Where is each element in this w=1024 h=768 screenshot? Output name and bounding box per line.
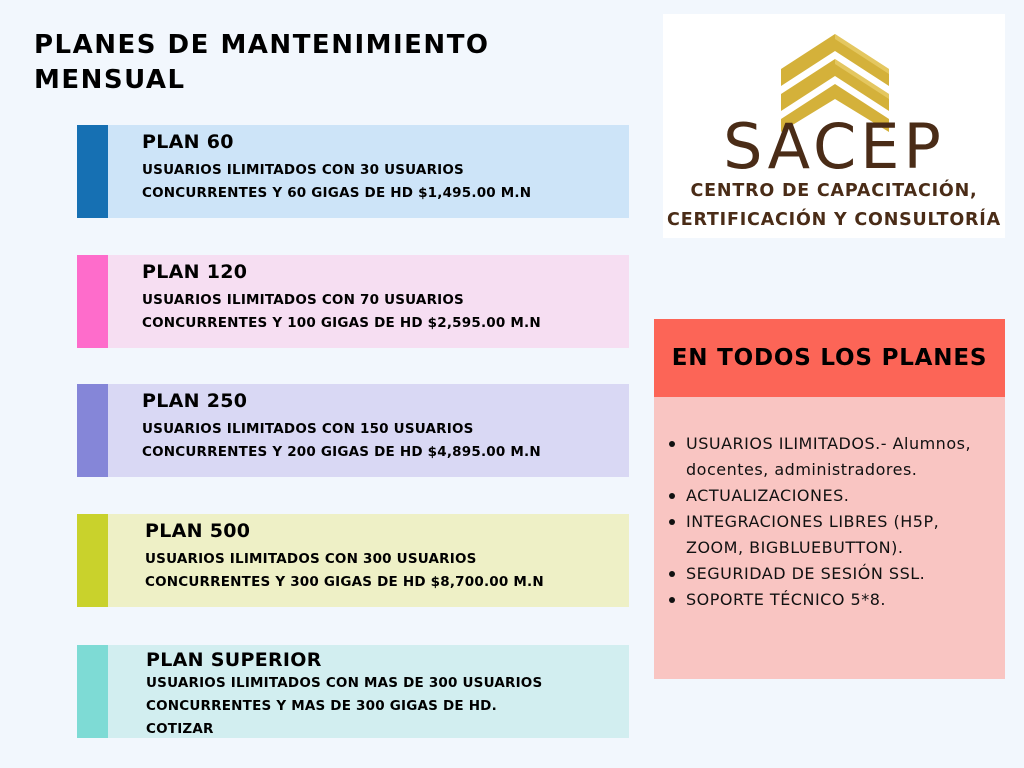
feature-text: INTEGRACIONES LIBRES (H5P, ZOOM, BIGBLUEBUTTON). (686, 512, 940, 557)
plan-card-120 (77, 255, 629, 348)
logo-subtitle-line-1: CENTRO DE CAPACITACIÓN, (690, 181, 978, 201)
list-item (686, 431, 996, 483)
bullet-icon (669, 519, 675, 525)
sacep-logo (663, 14, 1005, 238)
plan-description-line-3: COTIZAR (146, 721, 214, 737)
bullet-icon (669, 571, 675, 577)
feature-text: SOPORTE TÉCNICO 5*8. (686, 590, 886, 609)
list-item (686, 561, 996, 587)
list-item (686, 587, 996, 613)
plan-color-bar (77, 514, 108, 607)
plan-name: PLAN 120 (142, 261, 248, 283)
plan-description-line-2: CONCURRENTES Y MAS DE 300 GIGAS DE HD. (146, 698, 497, 714)
bullet-icon (669, 597, 675, 603)
plan-description (145, 548, 615, 594)
logo-subtitle-line-2: CERTIFICACIÓN Y CONSULTORÍA (667, 210, 1001, 230)
plan-description-line-1: USUARIOS ILIMITADOS CON 150 USUARIOS (142, 421, 474, 437)
all-plans-box (654, 319, 1005, 679)
plan-color-bar (77, 384, 108, 477)
plan-color-bar (77, 125, 108, 218)
bullet-icon (669, 493, 675, 499)
plan-description-line-1: USUARIOS ILIMITADOS CON 70 USUARIOS (142, 292, 464, 308)
plan-name: PLAN 60 (142, 131, 234, 153)
plan-description-line-2: CONCURRENTES Y 200 GIGAS DE HD $4,895.00 M.N (142, 444, 541, 460)
plan-description (142, 159, 612, 205)
bullet-icon (669, 441, 675, 447)
plan-card-60 (77, 125, 629, 218)
plan-name: PLAN 500 (145, 520, 251, 542)
plan-name: PLAN 250 (142, 390, 248, 412)
plan-name: PLAN SUPERIOR (146, 649, 322, 671)
plan-card-250 (77, 384, 629, 477)
plan-description (146, 672, 626, 741)
plan-description (142, 289, 612, 335)
page-title-line-1: PLANES DE MANTENIMIENTO (34, 30, 490, 60)
list-item (686, 509, 996, 561)
logo-name: SACEP (723, 110, 945, 183)
plan-description-line-2: CONCURRENTES Y 100 GIGAS DE HD $2,595.00 M.N (142, 315, 541, 331)
list-item (686, 483, 996, 509)
all-plans-heading: EN TODOS LOS PLANES (654, 319, 1005, 397)
feature-text: SEGURIDAD DE SESIÓN SSL. (686, 564, 926, 583)
plan-description-line-2: CONCURRENTES Y 60 GIGAS DE HD $1,495.00 M.N (142, 185, 532, 201)
feature-text: ACTUALIZACIONES. (686, 486, 850, 505)
plan-color-bar (77, 255, 108, 348)
page-title (34, 28, 664, 98)
features-list (684, 431, 996, 613)
plan-card-500 (77, 514, 629, 607)
page-title-line-2: MENSUAL (34, 65, 186, 95)
plan-description-line-1: USUARIOS ILIMITADOS CON 30 USUARIOS (142, 162, 464, 178)
plan-description-line-1: USUARIOS ILIMITADOS CON 300 USUARIOS (145, 551, 477, 567)
plan-color-bar (77, 645, 108, 738)
plan-description-line-2: CONCURRENTES Y 300 GIGAS DE HD $8,700.00 M.N (145, 574, 544, 590)
feature-text: USUARIOS ILIMITADOS.- Alumnos, docentes, administradores. (686, 434, 972, 479)
plan-description-line-1: USUARIOS ILIMITADOS CON MAS DE 300 USUARIOS (146, 675, 543, 691)
plan-description (142, 418, 612, 464)
plan-card-superior (77, 645, 629, 738)
